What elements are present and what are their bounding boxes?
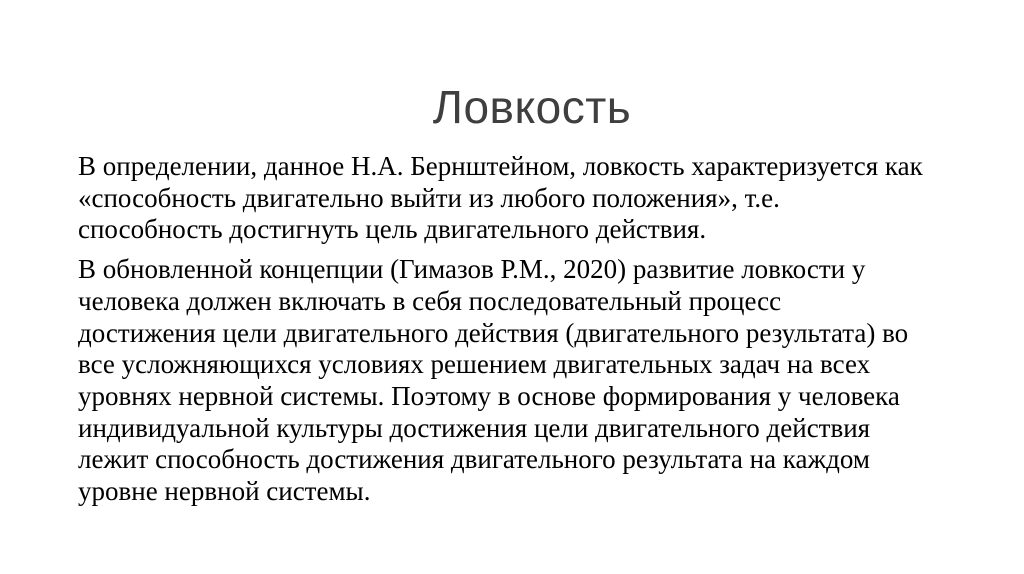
body-paragraph-updated-concept: В обновленной концепции (Гимазов Р.М., 2020) развитие ловкости у человека должен включать в себя последовательный процесс достижения цели двигательного действия (двигательного результата) во все усложняющихся условиях решением двигательных задач на всех уровнях нервной системы. Поэтому в основе формирования у человека индивидуальной культуры достижения цели двигательного действия лежит способность достижения двигательного результата на каждом уровне нервной системы. [78, 254, 909, 507]
slide-title: Ловкость [432, 80, 632, 133]
body-paragraph-definition: В определении, данное Н.А. Бернштейном, ловкость характеризуется как «способность двигательно выйти из любого положения», т.е. способность достигнуть цель двигательного действия. [78, 151, 923, 245]
slide-body-text-block [78, 151, 978, 508]
